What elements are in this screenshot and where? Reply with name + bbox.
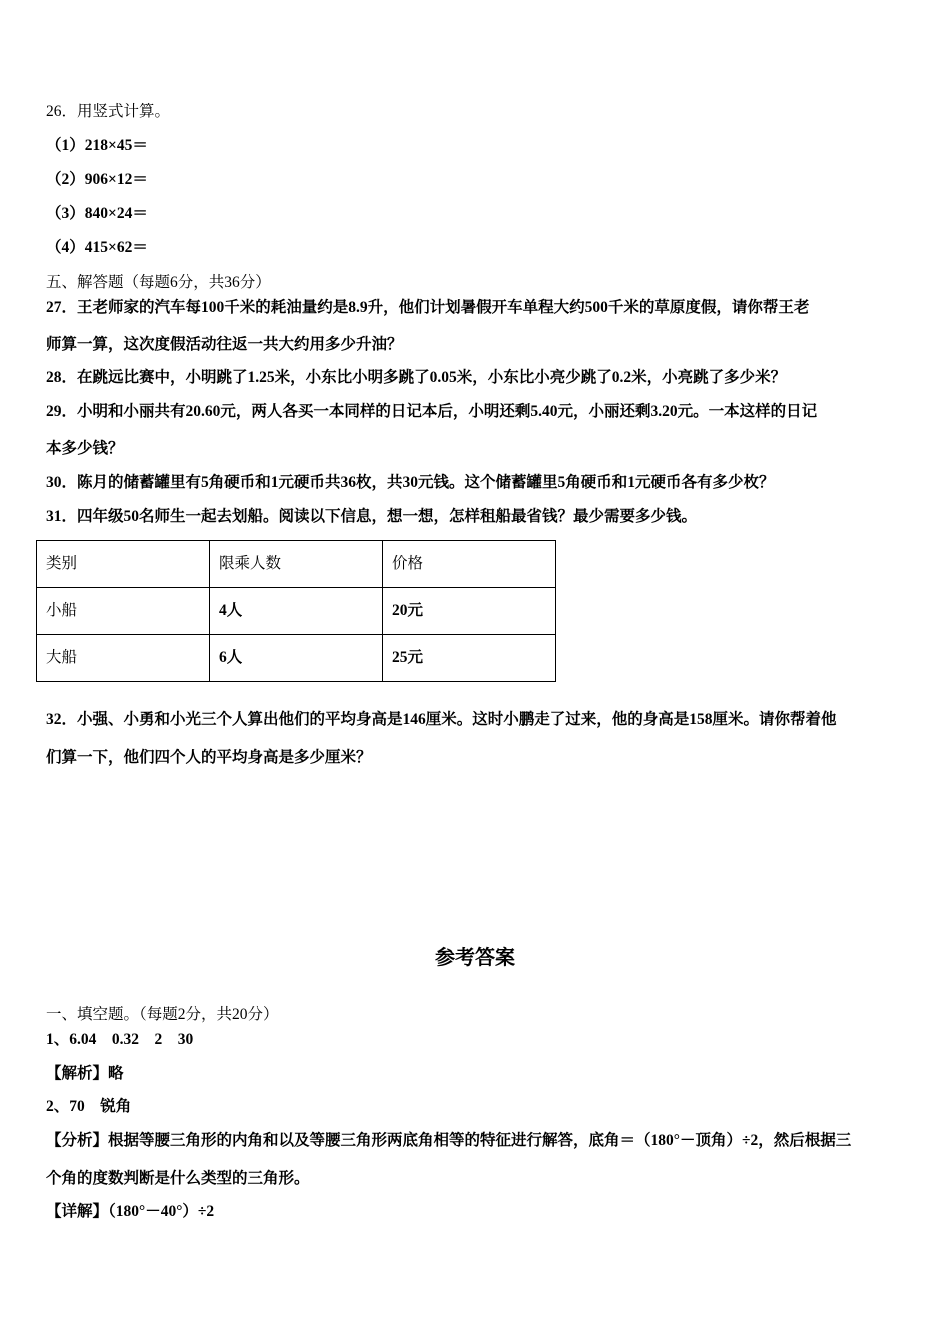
table-cell: 4人 [210,588,383,635]
q26-item: （3）840×24＝ [46,205,148,222]
answer-2: 2、70 锐角 [46,1098,132,1115]
table-header-cell: 类别 [37,541,210,588]
answer-1-note: 【解析】略 [46,1065,124,1082]
q27-line2: 师算一算，这次度假活动往返一共大约用多少升油？ [46,336,403,353]
q28: 28．在跳远比赛中，小明跳了1.25米，小东比小明多跳了0.05米，小东比小亮少跳了0.2米，小亮跳了多少米？ [46,369,787,386]
table-row [37,588,556,635]
q29-line2: 本多少钱？ [46,440,124,457]
answers-title: 参考答案 [435,947,515,969]
q29-line1: 29．小明和小丽共有20.60元，两人各买一本同样的日记本后，小明还剩5.40元，小丽还剩3.20元。一本这样的日记 [46,403,818,420]
q30: 30．陈月的储蓄罐里有5角硬币和1元硬币共36枚，共30元钱。这个储蓄罐里5角硬币和1元硬币各有多少枚？ [46,474,775,491]
q31: 31．四年级50名师生一起去划船。阅读以下信息，想一想，怎样租船最省钱？最少需要多少钱。 [46,508,698,525]
answer-1: 1、6.04 0.32 2 30 [46,1031,194,1048]
q26-item: （1）218×45＝ [46,137,148,154]
q26-item: （2）906×12＝ [46,171,148,188]
answer-2-analysis-line1: 【分析】根据等腰三角形的内角和以及等腰三角形两底角相等的特征进行解答，底角＝（180°－顶角）÷2，然后根据三 [46,1132,852,1149]
table-cell: 20元 [383,588,556,635]
q26-title: 26．用竖式计算。 [46,103,171,120]
table-cell: 小船 [37,588,210,635]
answer-2-analysis-line2: 个角的度数判断是什么类型的三角形。 [46,1170,310,1187]
answers-section-1: 一、填空题。（每题2分，共20分） [46,1006,279,1023]
table-cell: 大船 [37,635,210,682]
table-header-cell: 限乘人数 [210,541,383,588]
table-header-row [37,541,556,588]
answer-2-detail: 【详解】（180°－40°）÷2 [46,1203,215,1220]
table-cell: 25元 [383,635,556,682]
section-5-heading: 五、解答题（每题6分，共36分） [46,274,271,291]
q32-line1: 32．小强、小勇和小光三个人算出他们的平均身高是146厘米。这时小鹏走了过来，他的身高是158厘米。请你帮着他 [46,711,837,728]
q26-item: （4）415×62＝ [46,239,148,256]
table-row [37,635,556,682]
q27-line1: 27．王老师家的汽车每100千米的耗油量约是8.9升，他们计划暑假开车单程大约500千米的草原度假，请你帮王老 [46,299,810,316]
table-cell: 6人 [210,635,383,682]
table-header-cell: 价格 [383,541,556,588]
boat-table [36,540,556,682]
q32-line2: 们算一下，他们四个人的平均身高是多少厘米？ [46,749,372,766]
